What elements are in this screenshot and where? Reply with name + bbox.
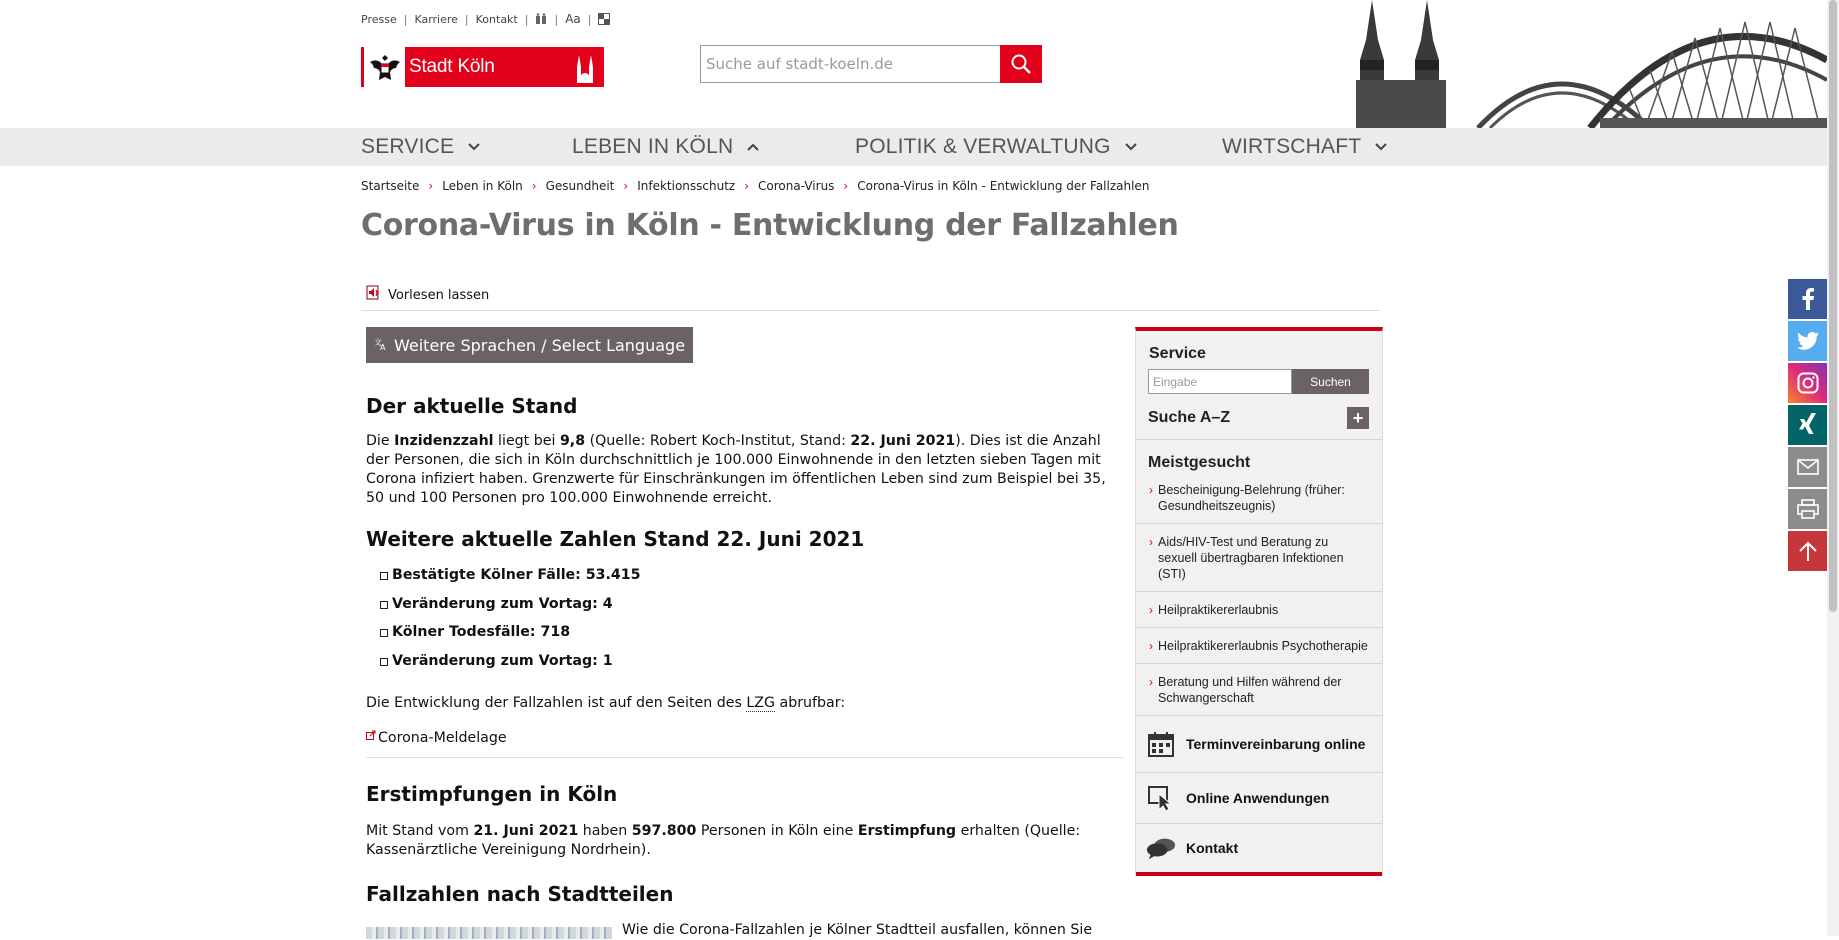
stadtteile-map-thumbnail[interactable]: [366, 927, 612, 939]
nav-label: LEBEN IN KÖLN: [572, 135, 734, 158]
presse-link[interactable]: Presse: [361, 12, 397, 26]
erst-date: 21. Juni 2021: [473, 823, 579, 839]
nav-label: POLITIK & VERWALTUNG: [855, 135, 1111, 158]
text: ). Dies ist die Anzahl der Personen, die sich in Köln durchschnittlich je 100.000 Einwohnende in den letzten sieben Tagen mit Corona infiziert haben. Grenzwerte für Einschränkungen im öffentlichen Leben sind zum Beispiel bei 35, 50 und 100 Personen pro 100.000 Einwohnende erreicht.: [366, 433, 1106, 506]
kontakt-label: Kontakt: [1186, 840, 1239, 856]
cursor-click-icon: [1146, 784, 1176, 812]
sidebar-bottom-bar: [1136, 872, 1382, 876]
nav-service[interactable]: [361, 128, 480, 166]
link-label: Corona-Meldelage: [378, 730, 507, 746]
calendar-icon: [1146, 730, 1176, 758]
karriere-link[interactable]: Karriere: [414, 12, 458, 26]
corona-meldelage-link[interactable]: [366, 730, 507, 746]
svg-text:A: A: [380, 342, 386, 351]
text: liegt bei: [493, 433, 560, 449]
social-share-bar: [1788, 279, 1828, 573]
terminvereinbarung-label: Terminvereinbarung online: [1186, 736, 1366, 752]
fact-text: Bestätigte Kölner Fälle: 53.415: [392, 567, 641, 583]
sign-language-icon[interactable]: [535, 13, 547, 25]
divider: [366, 757, 1123, 758]
language-button-label: Weitere Sprachen / Select Language: [394, 335, 686, 355]
contrast-icon[interactable]: [598, 13, 610, 25]
meistgesucht-link[interactable]: [1136, 478, 1382, 524]
list-item: [380, 624, 641, 653]
chevron-right-icon: ›: [1149, 639, 1153, 653]
meistgesucht-link[interactable]: [1136, 592, 1382, 628]
chevron-right-icon: ›: [428, 179, 434, 193]
speaker-icon: [366, 285, 382, 305]
separator: |: [403, 12, 408, 26]
breadcrumb-gesundheit[interactable]: Gesundheit: [545, 179, 615, 193]
service-heading: Service: [1149, 345, 1206, 362]
text: Die Entwicklung der Fallzahlen ist auf den Seiten des: [366, 695, 747, 711]
meistgesucht-link[interactable]: [1136, 664, 1382, 716]
chevron-right-icon: ›: [1149, 535, 1153, 549]
text: abrufbar:: [775, 695, 846, 711]
breadcrumb-leben-in-koeln[interactable]: Leben in Köln: [442, 179, 523, 193]
read-aloud-button[interactable]: [366, 285, 489, 305]
text: (Quelle: Robert Koch-Institut, Stand:: [585, 433, 851, 449]
lzg-abbreviation: LZG: [746, 695, 776, 711]
nav-leben-in-koeln[interactable]: [572, 128, 759, 166]
kontakt-button[interactable]: [1136, 824, 1382, 872]
service-search: [1136, 369, 1382, 394]
suche-az-label: Suche A–Z: [1148, 409, 1231, 426]
heading-aktueller-stand: Der aktuelle Stand: [366, 394, 578, 418]
service-search-button[interactable]: Suchen: [1292, 369, 1369, 394]
chevron-right-icon: ›: [623, 179, 629, 193]
twitter-icon[interactable]: [1788, 321, 1828, 361]
eagle-icon: [361, 47, 405, 87]
square-bullet-icon: [380, 572, 388, 580]
chevron-right-icon: ›: [1149, 483, 1153, 497]
logo-text: Stadt Köln: [409, 56, 495, 77]
fact-text: Veränderung zum Vortag: 1: [392, 652, 613, 669]
breadcrumb-corona-virus[interactable]: Corona-Virus: [758, 179, 835, 193]
text: haben: [578, 823, 632, 839]
erst-label: Erstimpfung: [857, 823, 957, 839]
meistgesucht-heading: Meistgesucht: [1148, 454, 1251, 471]
chevron-down-icon: [1125, 143, 1137, 151]
service-sidebar: [1135, 327, 1383, 876]
online-anwendungen-button[interactable]: [1136, 773, 1382, 824]
paragraph-aktueller-stand: [366, 432, 1116, 508]
stadt-koeln-logo[interactable]: [361, 47, 604, 87]
svg-text:文: 文: [374, 337, 382, 347]
main-navigation: [0, 128, 1827, 166]
erst-count: 597.800: [631, 823, 697, 839]
stand-date: 22. Juni 2021: [850, 433, 956, 449]
language-button[interactable]: [366, 327, 693, 363]
mail-icon[interactable]: [1788, 447, 1828, 487]
online-anwendungen-label: Online Anwendungen: [1186, 790, 1330, 806]
breadcrumb-current: Corona-Virus in Köln - Entwicklung der Fallzahlen: [857, 179, 1150, 193]
chevron-right-icon: ›: [1149, 675, 1153, 689]
main-content: [366, 327, 1123, 938]
top-links: [361, 12, 610, 26]
text: Mit Stand vom: [366, 823, 474, 839]
translate-icon: [374, 336, 388, 355]
link-label: Bescheinigung-Belehrung (früher: Gesundheitszeugnis): [1158, 483, 1345, 513]
heading-weitere-zahlen: Weitere aktuelle Zahlen Stand 22. Juni 2021: [366, 527, 865, 551]
chevron-right-icon: ›: [531, 179, 537, 193]
link-label: Heilpraktikererlaubnis: [1158, 603, 1279, 617]
nav-politik-verwaltung[interactable]: [855, 128, 1137, 166]
link-label: Heilpraktikererlaubnis Psychotherapie: [1158, 639, 1368, 653]
meistgesucht-link[interactable]: [1136, 524, 1382, 592]
print-icon[interactable]: [1788, 489, 1828, 529]
font-size-link[interactable]: Aa: [565, 12, 581, 26]
search-button[interactable]: [1000, 45, 1042, 83]
breadcrumb-startseite[interactable]: Startseite: [361, 179, 420, 193]
square-bullet-icon: [380, 629, 388, 637]
header-image-cathedral-bridge: [1300, 0, 1827, 128]
chevron-up-icon: [747, 143, 759, 151]
fact-text: Veränderung zum Vortag: 4: [392, 595, 613, 612]
square-bullet-icon: [380, 601, 388, 609]
paragraph-erstimpfungen: [366, 822, 1116, 860]
suche-az[interactable]: [1136, 394, 1382, 440]
search-input[interactable]: [700, 45, 1000, 83]
breadcrumb-infektionsschutz[interactable]: Infektionsschutz: [637, 179, 736, 193]
text: erhalten (Quelle: Kassenärztliche Vereinigung Nordrhein).: [366, 823, 1081, 858]
divider: [361, 310, 1380, 311]
text: Personen in Köln eine: [696, 823, 858, 839]
inzidenz-label: Inzidenzzahl: [394, 433, 494, 449]
list-item: [380, 596, 641, 625]
to-top-icon[interactable]: [1788, 531, 1828, 571]
chevron-down-icon: [468, 143, 480, 151]
page-scrollbar[interactable]: [1827, 0, 1839, 936]
service-search-input[interactable]: [1148, 369, 1292, 394]
meistgesucht-link[interactable]: [1136, 628, 1382, 664]
text: Die: [366, 433, 395, 449]
chevron-right-icon: ›: [1149, 603, 1153, 617]
facts-list: [380, 567, 641, 681]
site-search: [700, 45, 1042, 83]
page-title: Corona-Virus in Köln - Entwicklung der Fallzahlen: [361, 208, 1179, 243]
chevron-down-icon: [1375, 143, 1387, 151]
plus-icon[interactable]: +: [1347, 407, 1369, 429]
read-aloud-label: Vorlesen lassen: [388, 287, 490, 303]
separator: |: [587, 12, 592, 26]
square-bullet-icon: [380, 658, 388, 666]
nav-label: WIRTSCHAFT: [1222, 135, 1362, 158]
list-item: [380, 567, 641, 596]
facebook-icon[interactable]: [1788, 279, 1828, 319]
kontakt-link[interactable]: Kontakt: [475, 12, 518, 26]
separator: |: [464, 12, 469, 26]
heading-erstimpfungen: Erstimpfungen in Köln: [366, 782, 618, 806]
instagram-icon[interactable]: [1788, 363, 1828, 403]
breadcrumb: [361, 179, 1149, 193]
cathedral-icon: [574, 53, 596, 87]
chat-bubbles-icon: [1146, 835, 1176, 861]
separator: |: [554, 12, 559, 26]
paragraph-stadtteile: Wie die Corona-Fallzahlen je Kölner Stadtteil ausfallen, können Sie: [622, 922, 1093, 938]
terminvereinbarung-button[interactable]: [1136, 716, 1382, 773]
xing-icon[interactable]: [1788, 405, 1828, 445]
scrollbar-thumb[interactable]: [1829, 0, 1837, 612]
inzidenz-value: 9,8: [559, 433, 586, 449]
separator: |: [524, 12, 529, 26]
nav-label: SERVICE: [361, 135, 455, 158]
chevron-right-icon: ›: [843, 179, 849, 193]
paragraph-entwicklung: [366, 694, 845, 713]
fact-text: Kölner Todesfälle: 718: [392, 624, 571, 640]
link-label: Beratung und Hilfen während der Schwangerschaft: [1158, 675, 1342, 705]
search-icon: [1010, 53, 1032, 75]
list-item: [380, 653, 641, 682]
chevron-right-icon: ›: [744, 179, 750, 193]
link-label: Aids/HIV-Test und Beratung zu sexuell übertragbaren Infektionen (STI): [1158, 535, 1344, 581]
external-link-icon: [366, 730, 376, 740]
nav-wirtschaft[interactable]: [1222, 128, 1387, 166]
heading-fallzahlen-stadtteile: Fallzahlen nach Stadtteilen: [366, 882, 674, 906]
